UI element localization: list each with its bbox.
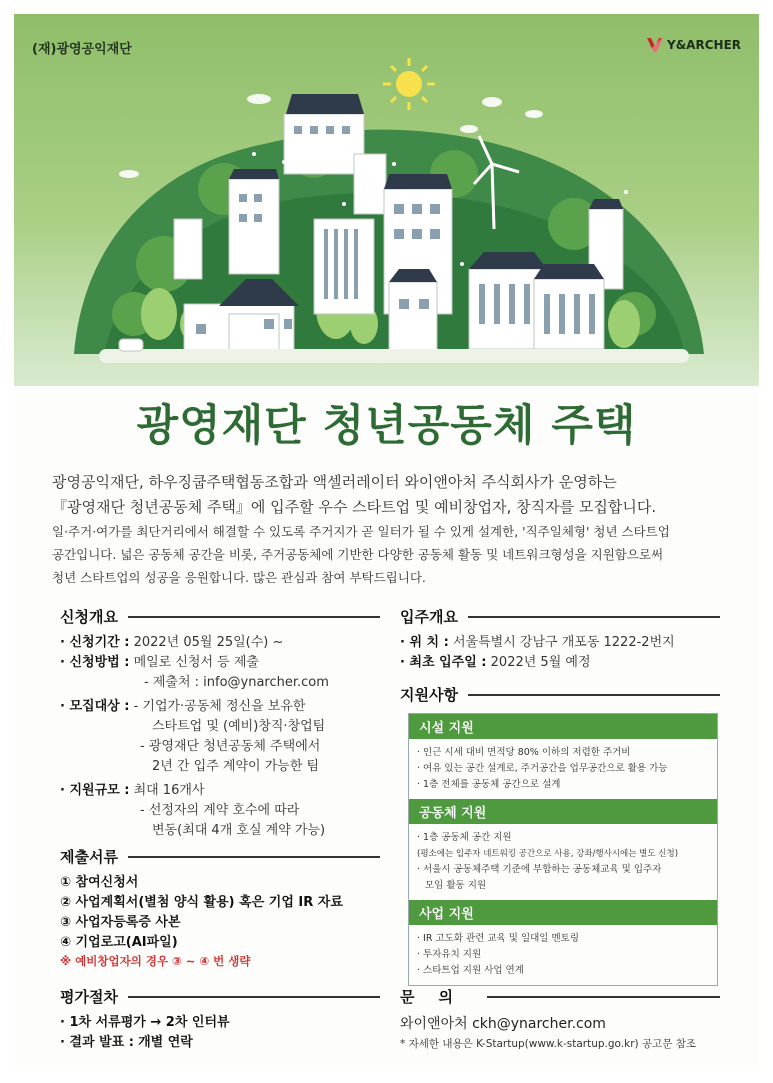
section-heading: 신청개요: [60, 606, 380, 627]
support-box-title: 시설 지원: [409, 714, 717, 739]
support-box-title: 공동체 지원: [409, 799, 717, 824]
sun-icon: [383, 58, 435, 110]
intro-line: 『광영재단 청년공동체 주택』에 입주할 우수 스타트업 및 예비창업자, 창직자를 모집합니다.: [52, 498, 657, 516]
intro-line: 청년 스타트업의 성공을 응원합니다. 많은 관심과 참여 부탁드립니다.: [52, 570, 426, 585]
support-box: [408, 713, 718, 986]
apply-target: · 모집대상 : - 기업가·공동체 정신을 보유한: [60, 699, 306, 714]
evaluation-step: · 1차 서류평가 → 2차 인터뷰: [60, 1015, 230, 1030]
section-heading: 문의: [400, 986, 720, 1007]
support-item: · 투자유치 지원: [417, 949, 482, 960]
org-name: (재)광영공익재단: [32, 42, 132, 57]
evaluation-section: [60, 986, 380, 1053]
intro-line: 공간입니다. 넓은 공동체 공간을 비롯, 주거공동체에 기반한 다양한 공동체 활동 및 네트워크형성을 지원함으로써: [52, 547, 664, 562]
apply-target-line: - 광영재단 청년공동체 주택에서: [140, 739, 321, 754]
support-item: (평소에는 입주자 네트워킹 공간으로 사용, 강좌/행사시에는 별도 신청): [417, 849, 679, 859]
document-item: ② 사업계획서(별첨 양식 활용) 혹은 기업 IR 자료: [60, 895, 343, 910]
brand-logo: [647, 38, 741, 52]
contact-email: 와이앤아처 ckh@ynarcher.com: [400, 1016, 606, 1032]
support-item: 모임 활동 지원: [425, 880, 487, 891]
apply-scale-line: 변동(최대 4개 호실 계약 가능): [152, 823, 326, 838]
page-title: 광영재단 청년공동체 주택: [136, 401, 637, 451]
apply-method-sub: - 제출처 : info@ynarcher.com: [144, 675, 329, 690]
support-item: · 서울시 공동체주택 기준에 부합하는 공동체교육 및 입주자: [417, 864, 662, 875]
support-item: · 인근 시세 대비 면적당 80% 이하의 저렴한 주거비: [417, 747, 631, 758]
support-item: · 여유 있는 공간 설계로, 주거공간을 업무공간으로 활용 가능: [417, 763, 668, 774]
apply-scale-line: - 선정자의 계약 호수에 따라: [140, 803, 300, 818]
documents-section: [60, 846, 380, 969]
support-item: · IR 고도화 관련 교육 및 일대일 멘토링: [417, 933, 580, 944]
section-heading: 입주개요: [400, 606, 720, 627]
apply-target-line: 2년 간 입주 계약이 가능한 팀: [152, 759, 320, 774]
poster: [14, 14, 759, 1069]
city-illustration: [14, 14, 759, 386]
document-item: ④ 기업로고(AI파일): [60, 935, 178, 950]
residence-section: [400, 606, 720, 673]
section-heading: 평가절차: [60, 986, 380, 1007]
document-item: ③ 사업자등록증 사본: [60, 915, 181, 930]
support-item: · 1층 공동체 공간 지원: [417, 832, 512, 843]
apply-scale: · 지원규모 : 최대 16개사: [60, 783, 205, 798]
apply-target-line: 스타트업 및 (예비)창직·창업팀: [152, 719, 326, 734]
residence-move-in: · 최초 입주일 : 2022년 5월 예정: [400, 655, 591, 670]
document-item: ① 참여신청서: [60, 875, 139, 890]
section-heading: 지원사항: [400, 684, 720, 705]
hero-illustration: [14, 14, 759, 386]
residence-location: · 위 치 : 서울특별시 강남구 개포동 1222-2번지: [400, 635, 675, 650]
documents-note: ※ 예비창업자의 경우 ③ ~ ④ 번 생략: [60, 954, 251, 968]
brand-name: Y&ARCHER: [667, 38, 741, 52]
apply-method: · 신청방법 : 메일로 신청서 등 제출: [60, 655, 259, 670]
contact-section: [400, 986, 720, 1051]
evaluation-result: · 결과 발표 : 개별 연락: [60, 1035, 193, 1050]
section-heading: 제출서류: [60, 846, 380, 867]
intro-line: 광영공익재단, 하우징쿱주택협동조합과 액셀러레이터 와이앤아처 주식회사가 운영하는: [52, 473, 617, 491]
support-box-title: 사업 지원: [409, 900, 717, 925]
intro-line: 일·주거·여가를 최단거리에서 해결할 수 있도록 주거지가 곧 일터가 될 수 있게 설계한, '직주일체형' 청년 스타트업: [52, 524, 670, 539]
apply-period: · 신청기간 : 2022년 05월 25일(수) ~: [60, 635, 284, 650]
support-item: · 1층 전체를 공동체 공간으로 설계: [417, 779, 561, 790]
brand-logo-icon: [647, 38, 663, 52]
contact-note: * 자세한 내용은 K-Startup(www.k-startup.go.kr) 공고문 참조: [400, 1038, 697, 1050]
apply-section: [60, 606, 380, 841]
support-section: [400, 684, 720, 986]
intro: [52, 470, 732, 589]
support-item: · 스타트업 지원 사업 연계: [417, 965, 524, 976]
